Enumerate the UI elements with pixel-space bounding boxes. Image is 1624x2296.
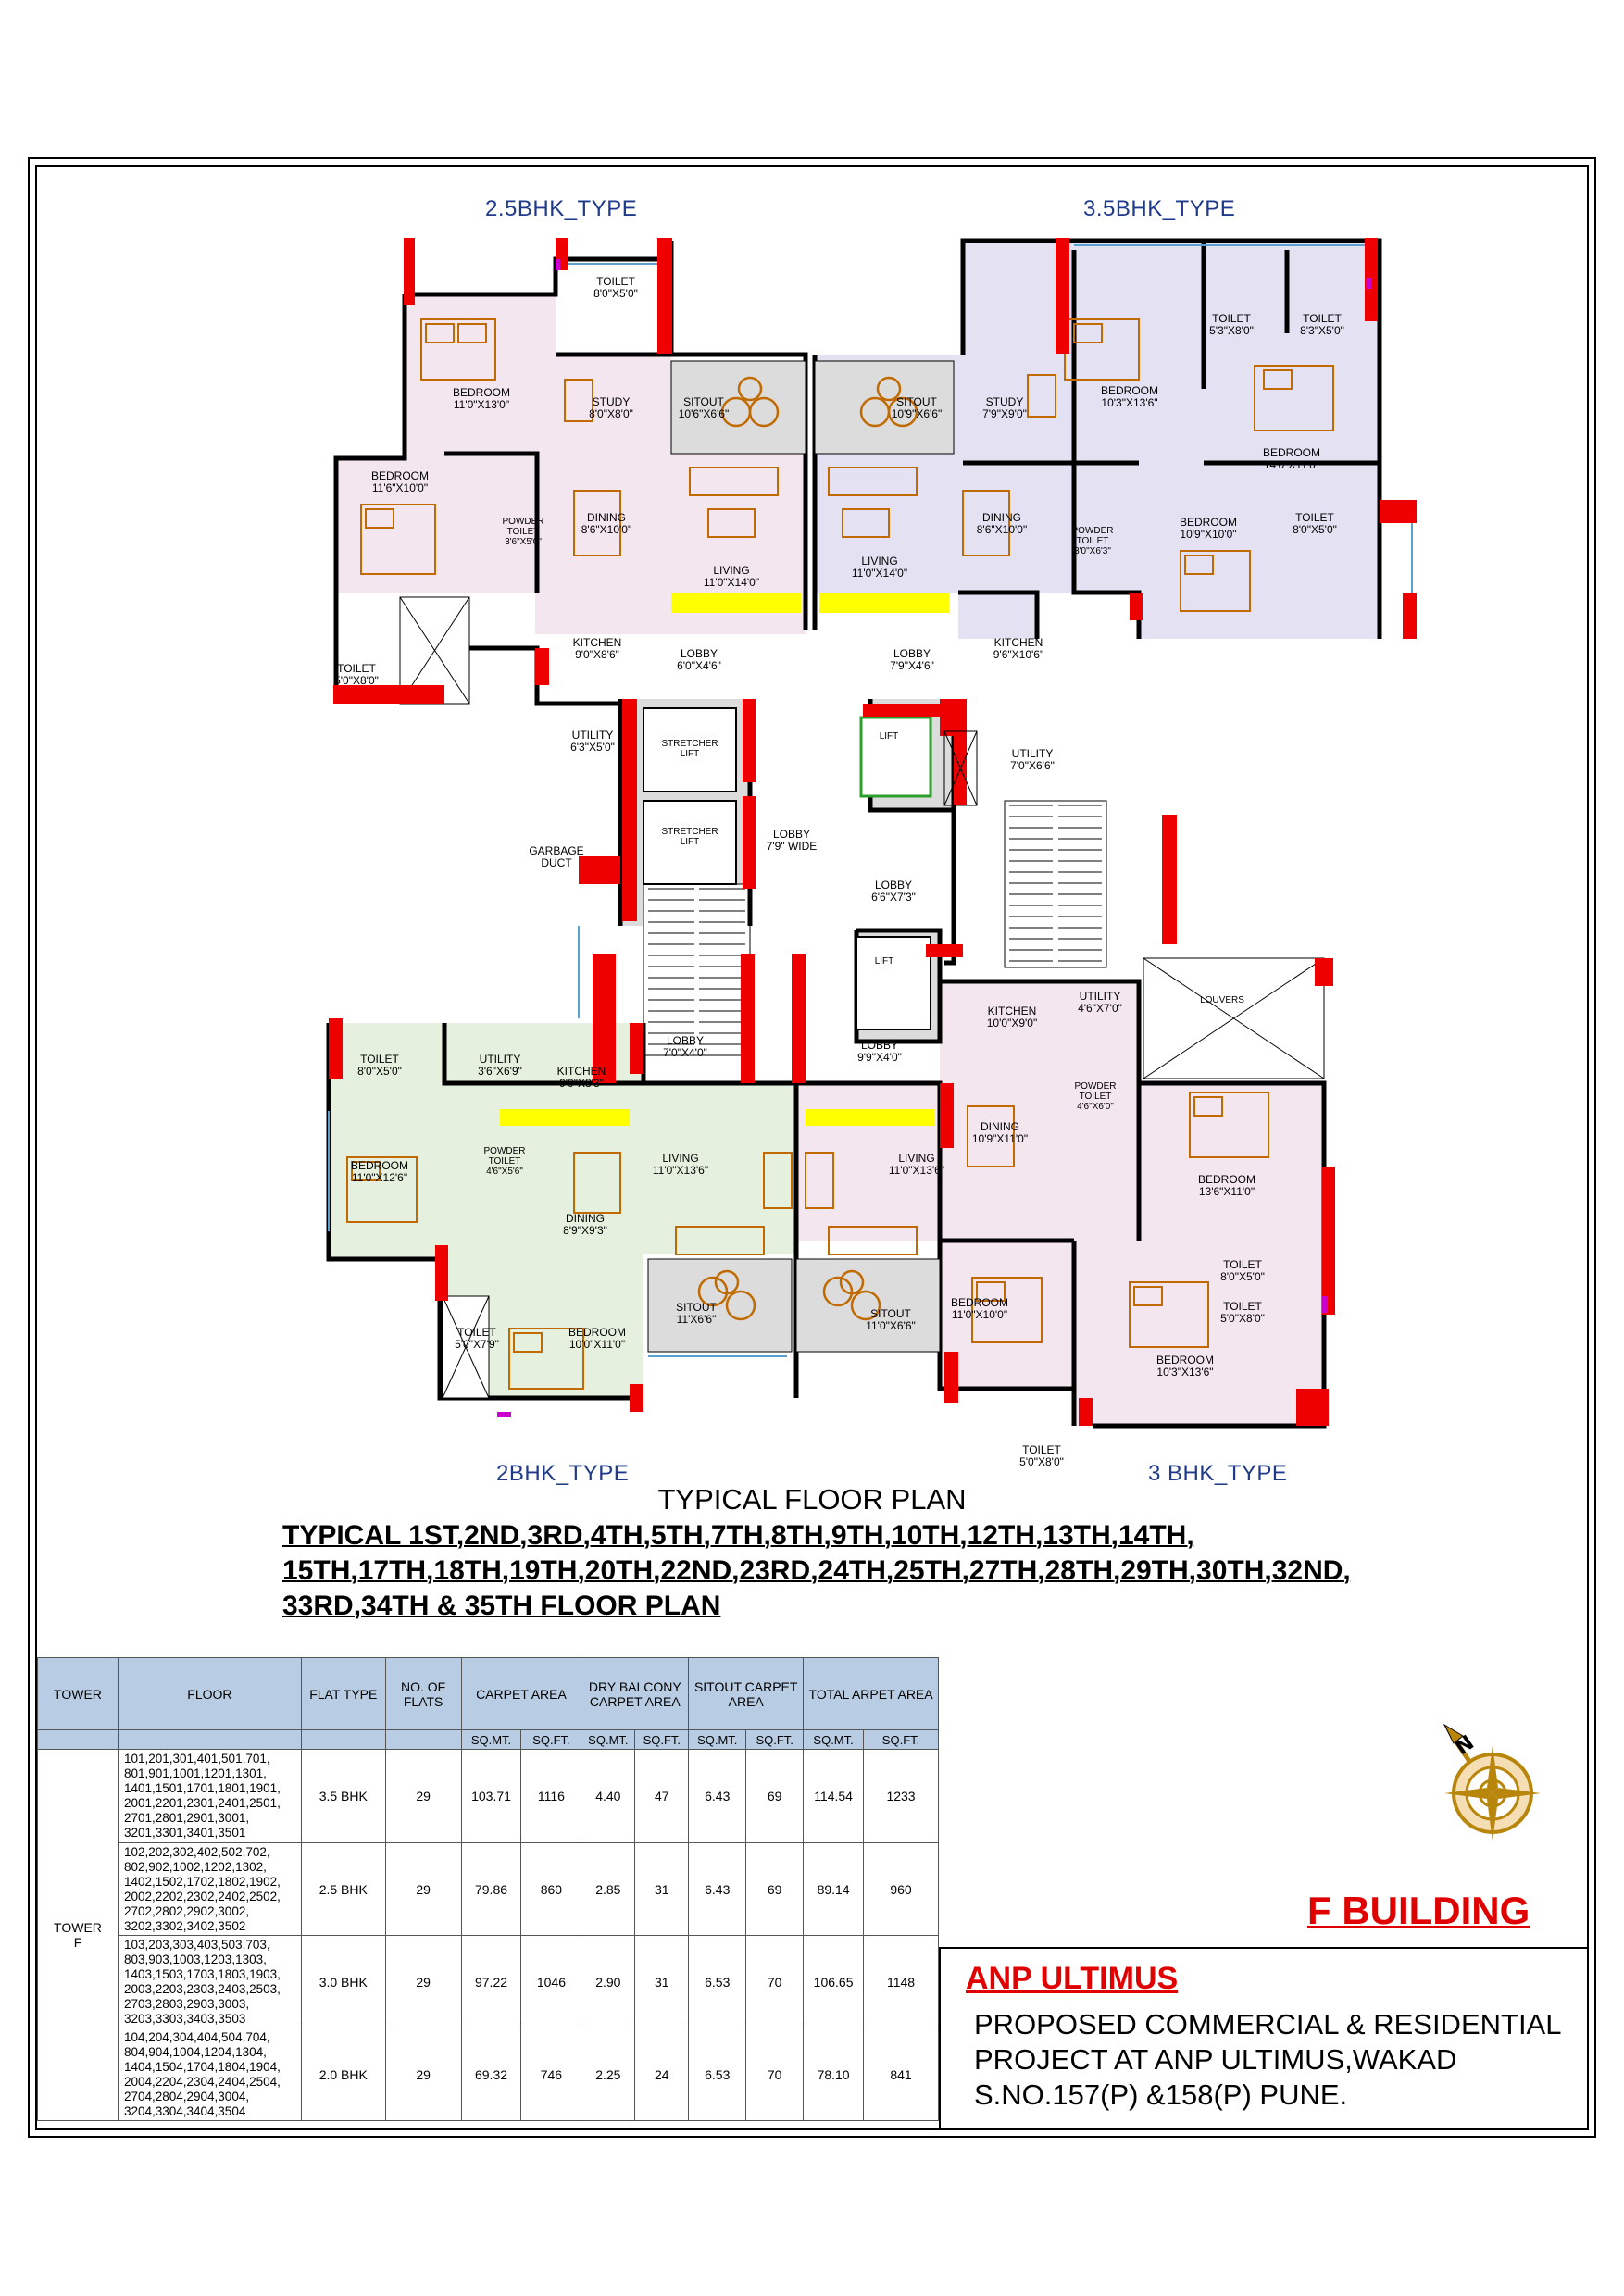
room-label-study2 <box>949 396 1060 420</box>
room-label-line: BEDROOM <box>1156 1354 1214 1366</box>
room-label-line: POWDER <box>483 1146 526 1156</box>
unit-sqft: SQ.FT. <box>864 1730 939 1750</box>
room-label-line: BEDROOM <box>350 1159 408 1172</box>
room-label-ut1 <box>537 730 648 754</box>
header-sitout: SITOUT CARPET AREA <box>689 1658 804 1730</box>
room-label-line: 3'6"X6'9" <box>478 1065 522 1078</box>
room-label-din3 <box>944 1121 1056 1145</box>
room-label-line: BEDROOM <box>568 1326 626 1339</box>
room-label-line: LIVING <box>898 1152 935 1165</box>
room-label-line: 11'0"X12'6" <box>351 1171 408 1184</box>
room-label-line: LIFT <box>680 837 700 847</box>
room-label-din1 <box>551 512 662 536</box>
unit-type-3-5bhk: 3.5BHK_TYPE <box>1083 196 1236 221</box>
room-label-line: 10'6"X6'6" <box>678 407 730 420</box>
room-label-line: STUDY <box>985 395 1024 408</box>
room-label-line: 8'6"X10'0" <box>581 523 632 536</box>
room-label-br7 <box>1171 1174 1282 1198</box>
cell-c-m: 97.22 <box>461 1936 521 2028</box>
room-label-lob2 <box>856 648 968 672</box>
room-label-line: POWDER <box>1074 1081 1117 1092</box>
header-no-of-flats: NO. OF FLATS <box>385 1658 461 1730</box>
room-label-line: DINING <box>587 511 626 524</box>
cell-c-f: 746 <box>521 2028 581 2121</box>
room-label-br10 <box>1130 1354 1241 1379</box>
unit-type-2-5bhk: 2.5BHK_TYPE <box>485 196 638 221</box>
room-label-line: 10'9"X11'0" <box>971 1132 1029 1145</box>
room-label-line: 8'0"X8'0" <box>589 407 633 420</box>
room-label-t10 <box>986 1444 1097 1468</box>
header-floor: FLOOR <box>118 1658 301 1730</box>
room-label-line: LIFT <box>680 749 700 759</box>
room-label-line: LIFT <box>874 956 894 967</box>
room-label-sit3 <box>641 1302 752 1326</box>
room-label-pt4 <box>449 1146 560 1177</box>
room-label-line: BEDROOM <box>452 386 510 399</box>
room-label-line: 11'6"X10'0" <box>371 481 429 494</box>
room-label-louv <box>1167 995 1278 1005</box>
cell-s-f: 70 <box>746 2028 804 2121</box>
room-label-lob4 <box>630 1035 741 1059</box>
cell-t-f: 1148 <box>864 1936 939 2028</box>
room-label-line: DUCT <box>541 856 572 869</box>
room-label-line: GARBAGE <box>529 844 584 857</box>
cell-t-f: 960 <box>864 1843 939 1936</box>
room-label-line: TOILET <box>596 275 635 288</box>
header-total: TOTAL ARPET AREA <box>804 1658 939 1730</box>
room-label-line: 7'0"X4'0" <box>663 1046 707 1059</box>
room-label-line: DINING <box>566 1212 605 1225</box>
room-label-line: 5'3"X8'0" <box>1209 324 1254 337</box>
room-label-line: TOILET <box>488 1156 521 1167</box>
room-label-kit4 <box>526 1066 637 1090</box>
floor-cell: 101,201,301,401,501,701, 801,901,1001,1201,1301, 1401,1501,1701,1801,1901, 2001,2201,2301,2401,2501, 2701,2801,2901,3001, 3201,3301,3401,3501 <box>118 1750 301 1843</box>
unit-blank <box>118 1730 301 1750</box>
room-label-line: 6'3"X5'0" <box>570 741 615 754</box>
room-label-line: 11'0"X14'0" <box>851 567 908 580</box>
room-label-t5 <box>301 663 412 687</box>
room-label-t7 <box>1187 1259 1298 1283</box>
room-label-liv3 <box>625 1153 736 1177</box>
room-label-line: 5'0"X8'0" <box>1019 1455 1064 1468</box>
room-label-pt2 <box>1037 526 1148 556</box>
room-label-line: 10'9"X10'0" <box>1180 528 1237 541</box>
room-label-line: 10'0"X11'0" <box>568 1338 626 1351</box>
room-label-line: 6'6"X7'3" <box>871 891 916 904</box>
room-label-t4 <box>1259 512 1370 536</box>
room-label-line: LIFT <box>879 731 899 742</box>
room-label-lift1 <box>634 739 745 759</box>
room-label-br1 <box>426 387 537 411</box>
room-label-line: LOBBY <box>666 1034 705 1047</box>
header-flat-type: FLAT TYPE <box>301 1658 385 1730</box>
unit-blank <box>301 1730 385 1750</box>
room-label-line: 5'0"X8'0" <box>1220 1312 1265 1325</box>
room-label-lift3 <box>833 731 944 742</box>
cell-type: 3.5 BHK <box>301 1750 385 1843</box>
room-label-line: 7'0"X6'6" <box>1010 759 1055 772</box>
room-label-line: LOBBY <box>680 647 718 660</box>
room-label-line: KITCHEN <box>987 1004 1037 1017</box>
room-label-line: DINING <box>982 511 1021 524</box>
room-label-line: POWDER <box>502 517 544 527</box>
unit-sqft: SQ.FT. <box>746 1730 804 1750</box>
unit-type-2bhk: 2BHK_TYPE <box>496 1461 630 1486</box>
tower-cell: TOWER F <box>38 1750 119 2121</box>
room-label-line: TOILET <box>1022 1443 1061 1456</box>
room-label-line: UTILITY <box>1011 747 1054 760</box>
cell-s-m: 6.53 <box>689 1936 746 2028</box>
room-label-line: TOILET <box>337 662 376 675</box>
room-label-line: 11'X6'6" <box>676 1313 717 1326</box>
room-label-line: 7'9"X9'0" <box>982 407 1027 420</box>
room-label-line: 11'0"X13'6" <box>888 1164 945 1177</box>
room-label-line: 13'6"X11'0" <box>1198 1185 1255 1198</box>
room-label-line: TOILET <box>1303 312 1342 325</box>
floor-cell: 102,202,302,402,502,702, 802,902,1002,1202,1302, 1402,1502,1702,1802,1902, 2002,2202,2302,2402,2502, 2702,2802,2902,3002, 3202,3302,3402,3502 <box>118 1843 301 1936</box>
room-label-line: POWDER <box>1071 526 1114 536</box>
room-label-line: LOBBY <box>860 1039 899 1052</box>
room-label-t1 <box>560 276 671 300</box>
room-label-line: TOILET <box>1076 536 1109 546</box>
room-label-line: LOUVERS <box>1200 995 1244 1005</box>
unit-sqft: SQ.FT. <box>635 1730 689 1750</box>
cell-d-m: 2.85 <box>581 1843 635 1936</box>
room-label-line: 11'0"X14'0" <box>703 576 760 589</box>
table-row <box>38 2028 939 2121</box>
table-row <box>38 1750 939 1843</box>
room-label-gd <box>501 845 612 869</box>
floor-list-line: 15TH,17TH,18TH,19TH,20TH,22ND,23RD,24TH,25TH,27TH,28TH,29TH,30TH,32ND, <box>282 1555 1351 1586</box>
unit-type-3bhk: 3 BHK_TYPE <box>1148 1461 1288 1486</box>
room-label-sit4 <box>835 1308 946 1332</box>
room-label-line: 4'6"X5'6" <box>486 1167 523 1177</box>
cell-d-f: 47 <box>635 1750 689 1843</box>
room-label-line: TOILET <box>1223 1258 1262 1271</box>
project-line: PROPOSED COMMERCIAL & RESIDENTIAL <box>974 2008 1562 2040</box>
room-label-br4 <box>1153 517 1264 541</box>
header-carpet-area: CARPET AREA <box>461 1658 581 1730</box>
room-label-line: BEDROOM <box>950 1296 1008 1309</box>
room-label-sit1 <box>648 396 759 420</box>
room-label-line: 10'0"X9'0" <box>986 1017 1038 1029</box>
room-label-line: UTILITY <box>479 1053 521 1066</box>
room-label-line: TOILET <box>1295 511 1334 524</box>
room-label-line: 11'0"X13'6" <box>652 1164 709 1177</box>
room-label-line: 8'0"X5'0" <box>1220 1270 1265 1283</box>
room-label-br5 <box>1236 447 1347 471</box>
cell-t-f: 841 <box>864 2028 939 2121</box>
room-label-t8 <box>1187 1301 1298 1325</box>
room-label-line: 8'6"X10'0" <box>976 523 1028 536</box>
unit-blank <box>38 1730 119 1750</box>
room-label-br2 <box>1074 385 1185 409</box>
room-label-lob3 <box>838 880 949 904</box>
cell-c-m: 103.71 <box>461 1750 521 1843</box>
room-label-ut2 <box>977 748 1088 772</box>
room-label-line: 3'6"X5'0" <box>505 537 542 547</box>
cell-d-m: 2.90 <box>581 1936 635 2028</box>
room-label-line: TOILET <box>1223 1300 1262 1313</box>
room-label-lift4 <box>829 956 940 967</box>
room-label-line: TOILET <box>506 527 540 537</box>
room-label-line: 9'0"X8'6" <box>575 648 619 661</box>
unit-sqft: SQ.FT. <box>521 1730 581 1750</box>
room-label-line: 7'9"X4'6" <box>890 659 934 672</box>
room-label-line: SITOUT <box>683 395 724 408</box>
room-label-line: TOILET <box>457 1326 496 1339</box>
unit-blank <box>385 1730 461 1750</box>
floor-cell: 103,203,303,403,503,703, 803,903,1003,1203,1303, 1403,1503,1703,1803,1903, 2003,2203,2303,2403,2503, 2703,2803,2903,3003, 3203,3303,3403,3503 <box>118 1936 301 2028</box>
room-label-lob5 <box>824 1040 935 1064</box>
cell-flats: 29 <box>385 1750 461 1843</box>
cell-c-f: 860 <box>521 1843 581 1936</box>
room-label-line: 14'0"X11'0" <box>1263 458 1320 471</box>
cell-t-m: 78.10 <box>804 2028 864 2121</box>
cell-s-f: 70 <box>746 1936 804 2028</box>
project-line: S.NO.157(P) &158(P) PUNE. <box>974 2078 1348 2111</box>
room-label-liv2 <box>824 555 935 580</box>
cell-type: 3.0 BHK <box>301 1936 385 2028</box>
room-label-line: SITOUT <box>676 1301 717 1314</box>
table-unit-row <box>38 1730 939 1750</box>
room-label-line: BEDROOM <box>370 469 429 482</box>
cell-s-f: 69 <box>746 1843 804 1936</box>
room-label-line: 9'0"X8'3" <box>559 1077 604 1090</box>
unit-sqmt: SQ.MT. <box>689 1730 746 1750</box>
room-label-line: LOBBY <box>874 879 913 892</box>
room-label-line: STRETCHER <box>661 739 718 749</box>
room-label-t9 <box>421 1327 532 1351</box>
area-table <box>37 1657 939 2121</box>
unit-sqmt: SQ.MT. <box>461 1730 521 1750</box>
cell-t-m: 114.54 <box>804 1750 864 1843</box>
room-label-line: 11'0"X6'6" <box>866 1319 916 1332</box>
room-label-line: TOILET <box>1079 1092 1112 1102</box>
building-name: F BUILDING <box>1307 1889 1530 1932</box>
room-label-liv1 <box>676 565 787 589</box>
room-label-kit2 <box>963 637 1074 661</box>
cell-s-m: 6.53 <box>689 2028 746 2121</box>
room-label-line: 9'9"X4'0" <box>857 1051 902 1064</box>
room-label-line: 7'9" WIDE <box>766 840 818 853</box>
header-tower: TOWER <box>38 1658 119 1730</box>
room-label-line: LIVING <box>662 1152 699 1165</box>
cell-flats: 29 <box>385 1843 461 1936</box>
cell-flats: 29 <box>385 1936 461 2028</box>
cell-t-f: 1233 <box>864 1750 939 1843</box>
room-label-pt3 <box>1040 1081 1151 1112</box>
room-label-line: 9'6"X10'6" <box>993 648 1044 661</box>
cell-s-m: 6.43 <box>689 1750 746 1843</box>
room-label-line: 8'0"X5'0" <box>1293 523 1337 536</box>
floor-list-line: TYPICAL 1ST,2ND,3RD,4TH,5TH,7TH,8TH,9TH,10TH,12TH,13TH,14TH, <box>282 1520 1194 1551</box>
room-label-line: LOBBY <box>772 828 811 841</box>
room-label-kit3 <box>956 1005 1068 1029</box>
north-compass-icon <box>1426 1717 1546 1861</box>
floor-cell: 104,204,304,404,504,704, 804,904,1004,1204,1304, 1404,1504,1704,1804,1904, 2004,2204,2304,2404,2504, 2704,2804,2904,3004, 3204,3304,3404,3504 <box>118 2028 301 2121</box>
room-label-kit1 <box>542 637 653 661</box>
unit-sqmt: SQ.MT. <box>804 1730 864 1750</box>
room-label-line: BEDROOM <box>1179 516 1237 529</box>
room-label-line: UTILITY <box>1079 990 1121 1003</box>
table-header-row <box>38 1658 939 1730</box>
room-label-lift2 <box>634 827 745 847</box>
cell-s-f: 69 <box>746 1750 804 1843</box>
room-label-br3 <box>344 470 456 494</box>
room-label-line: 5'0"X7'9" <box>455 1338 499 1351</box>
plan-title: TYPICAL FLOOR PLAN <box>657 1483 967 1516</box>
room-label-line: 10'3"X13'6" <box>1101 396 1158 409</box>
project-name: ANP ULTIMUS <box>966 1961 1179 1996</box>
cell-d-m: 4.40 <box>581 1750 635 1843</box>
unit-sqmt: SQ.MT. <box>581 1730 635 1750</box>
room-label-line: 8'0"X5'0" <box>593 287 638 300</box>
room-label-t3 <box>1267 313 1378 337</box>
room-label-line: LOBBY <box>893 647 931 660</box>
cell-c-m: 69.32 <box>461 2028 521 2121</box>
cell-d-f: 24 <box>635 2028 689 2121</box>
room-label-line: BEDROOM <box>1262 446 1320 459</box>
north-label: N <box>1451 1731 1479 1761</box>
room-label-line: 10'3"X13'6" <box>1156 1366 1214 1379</box>
room-label-line: 8'0"X5'0" <box>357 1065 402 1078</box>
project-line: PROJECT AT ANP ULTIMUS,WAKAD <box>974 2043 1457 2076</box>
floor-list <box>282 1518 1351 1624</box>
room-label-line: 8'9"X9'3" <box>563 1224 607 1237</box>
project-description <box>974 2007 1561 2113</box>
room-label-line: LIVING <box>861 555 898 568</box>
room-label-line: STRETCHER <box>661 827 718 837</box>
room-label-lob1 <box>643 648 755 672</box>
room-label-line: KITCHEN <box>556 1065 606 1078</box>
cell-t-m: 89.14 <box>804 1843 864 1936</box>
cell-type: 2.5 BHK <box>301 1843 385 1936</box>
cell-c-m: 79.86 <box>461 1843 521 1936</box>
room-label-t6 <box>324 1054 435 1078</box>
room-label-line: 6'0"X4'6" <box>677 659 721 672</box>
room-label-line: 10'9"X6'6" <box>891 407 943 420</box>
room-label-line: TOILET <box>1212 312 1251 325</box>
room-label-br9 <box>542 1327 653 1351</box>
room-label-line: 5'0"X8'0" <box>334 674 379 687</box>
room-label-line: 3'0"X6'3" <box>1074 546 1111 556</box>
cell-type: 2.0 BHK <box>301 2028 385 2121</box>
room-label-lobby <box>736 829 847 853</box>
cell-t-m: 106.65 <box>804 1936 864 2028</box>
cell-d-f: 31 <box>635 1936 689 2028</box>
cell-c-f: 1116 <box>521 1750 581 1843</box>
cell-flats: 29 <box>385 2028 461 2121</box>
room-label-line: BEDROOM <box>1100 384 1158 397</box>
table-row <box>38 1843 939 1936</box>
room-label-line: 8'3"X5'0" <box>1300 324 1344 337</box>
room-label-line: 11'0"X10'0" <box>951 1308 1008 1321</box>
room-label-line: SITOUT <box>870 1307 911 1320</box>
room-label-br6 <box>324 1160 435 1184</box>
cell-s-m: 6.43 <box>689 1843 746 1936</box>
room-label-line: STUDY <box>592 395 631 408</box>
header-dry-balcony: DRY BALCONY CARPET AREA <box>581 1658 689 1730</box>
room-label-line: 11'0"X13'0" <box>453 398 510 411</box>
room-label-din4 <box>530 1213 641 1237</box>
cell-d-f: 31 <box>635 1843 689 1936</box>
room-label-line: 4'6"X7'0" <box>1078 1002 1122 1015</box>
room-label-line: TOILET <box>360 1053 399 1066</box>
room-label-line: BEDROOM <box>1197 1173 1255 1186</box>
floor-list-line: 33RD,34TH & 35TH FLOOR PLAN <box>282 1591 721 1621</box>
room-label-line: LIVING <box>713 564 750 577</box>
room-label-liv4 <box>861 1153 972 1177</box>
room-label-line: DINING <box>981 1120 1019 1133</box>
room-label-line: UTILITY <box>571 729 614 742</box>
table-row <box>38 1936 939 2028</box>
cell-c-f: 1046 <box>521 1936 581 2028</box>
room-label-line: SITOUT <box>896 395 937 408</box>
room-label-line: 4'6"X6'0" <box>1077 1102 1114 1112</box>
room-label-line: KITCHEN <box>572 636 622 649</box>
cell-d-m: 2.25 <box>581 2028 635 2121</box>
room-label-line: KITCHEN <box>993 636 1043 649</box>
